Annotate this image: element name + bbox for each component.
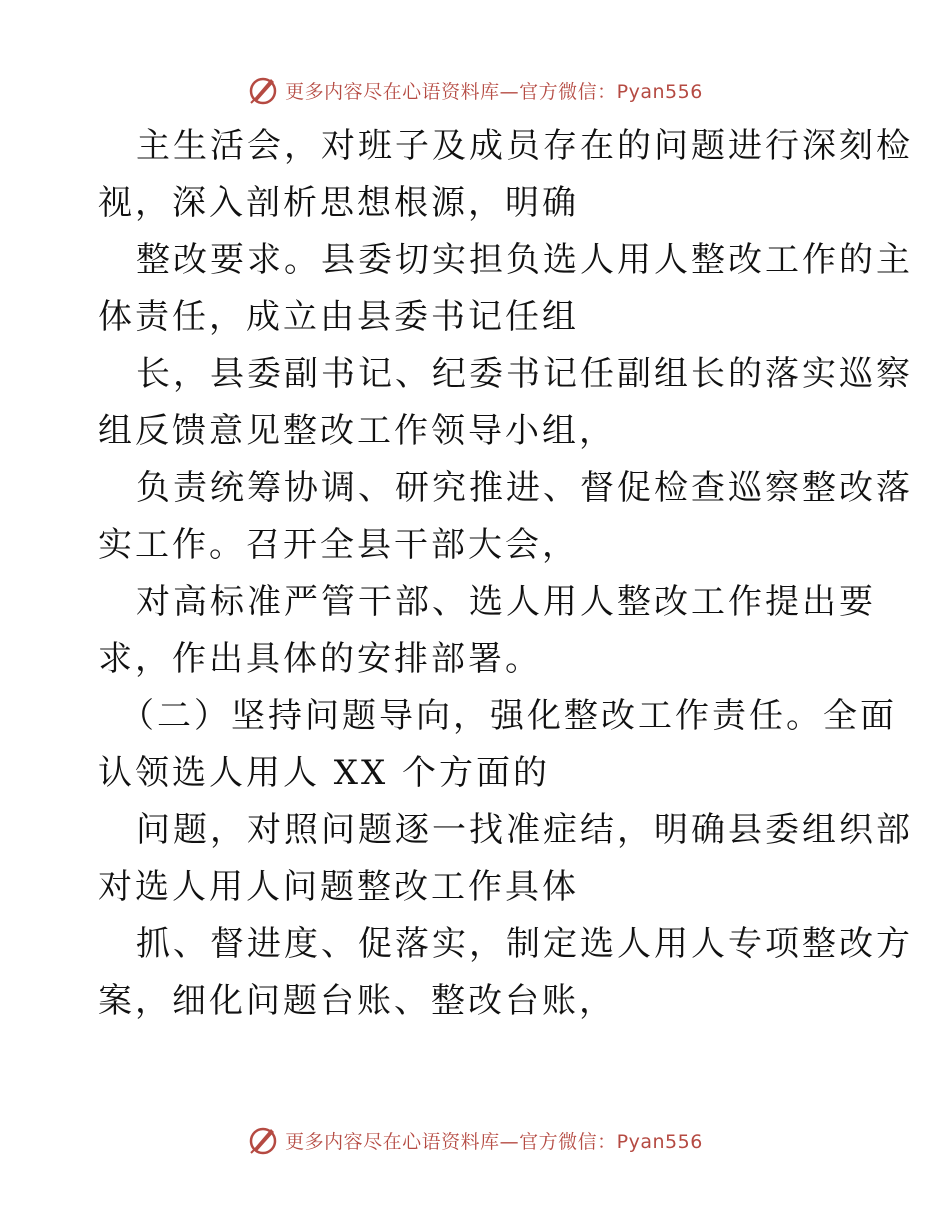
quill-pen-logo-icon xyxy=(247,74,279,106)
section-heading-line: （二）坚持问题导向，强化整改工作责任。全面 xyxy=(120,696,897,736)
paragraph-line: 整改要求。县委切实担负选人用人整改工作的主 xyxy=(136,240,913,280)
paragraph-line: 求，作出具体的安排部署。 xyxy=(98,639,542,679)
paragraph-line: 视，深入剖析思想根源，明确 xyxy=(98,183,579,223)
footer-banner-text: 更多内容尽在心语资料库—官方微信：Pyan556 xyxy=(285,1130,703,1153)
paragraph-line: 案，细化问题台账、整改台账， xyxy=(98,981,616,1021)
paragraph-line: 组反馈意见整改工作领导小组， xyxy=(98,411,616,451)
header-banner xyxy=(0,70,950,110)
paragraph-line: 认领选人用人 XX 个方面的 xyxy=(98,753,551,793)
quill-pen-logo-icon xyxy=(247,1124,279,1156)
paragraph-line: 主生活会，对班子及成员存在的问题进行深刻检 xyxy=(136,126,913,166)
footer-banner xyxy=(0,1120,950,1160)
paragraph-line: 长，县委副书记、纪委书记任副组长的落实巡察 xyxy=(136,354,913,394)
paragraph-line: 体责任，成立由县委书记任组 xyxy=(98,297,579,337)
header-banner-text: 更多内容尽在心语资料库—官方微信：Pyan556 xyxy=(285,80,703,103)
paragraph-line: 负责统筹协调、研究推进、督促检查巡察整改落 xyxy=(136,468,913,508)
document-body xyxy=(98,118,913,1030)
paragraph-line: 对高标准严管干部、选人用人整改工作提出要 xyxy=(136,582,876,622)
paragraph-line: 抓、督进度、促落实，制定选人用人专项整改方 xyxy=(136,924,913,964)
paragraph-line: 问题，对照问题逐一找准症结，明确县委组织部 xyxy=(136,810,913,850)
paragraph-line: 对选人用人问题整改工作具体 xyxy=(98,867,579,907)
paragraph-line: 实工作。召开全县干部大会， xyxy=(98,525,579,565)
